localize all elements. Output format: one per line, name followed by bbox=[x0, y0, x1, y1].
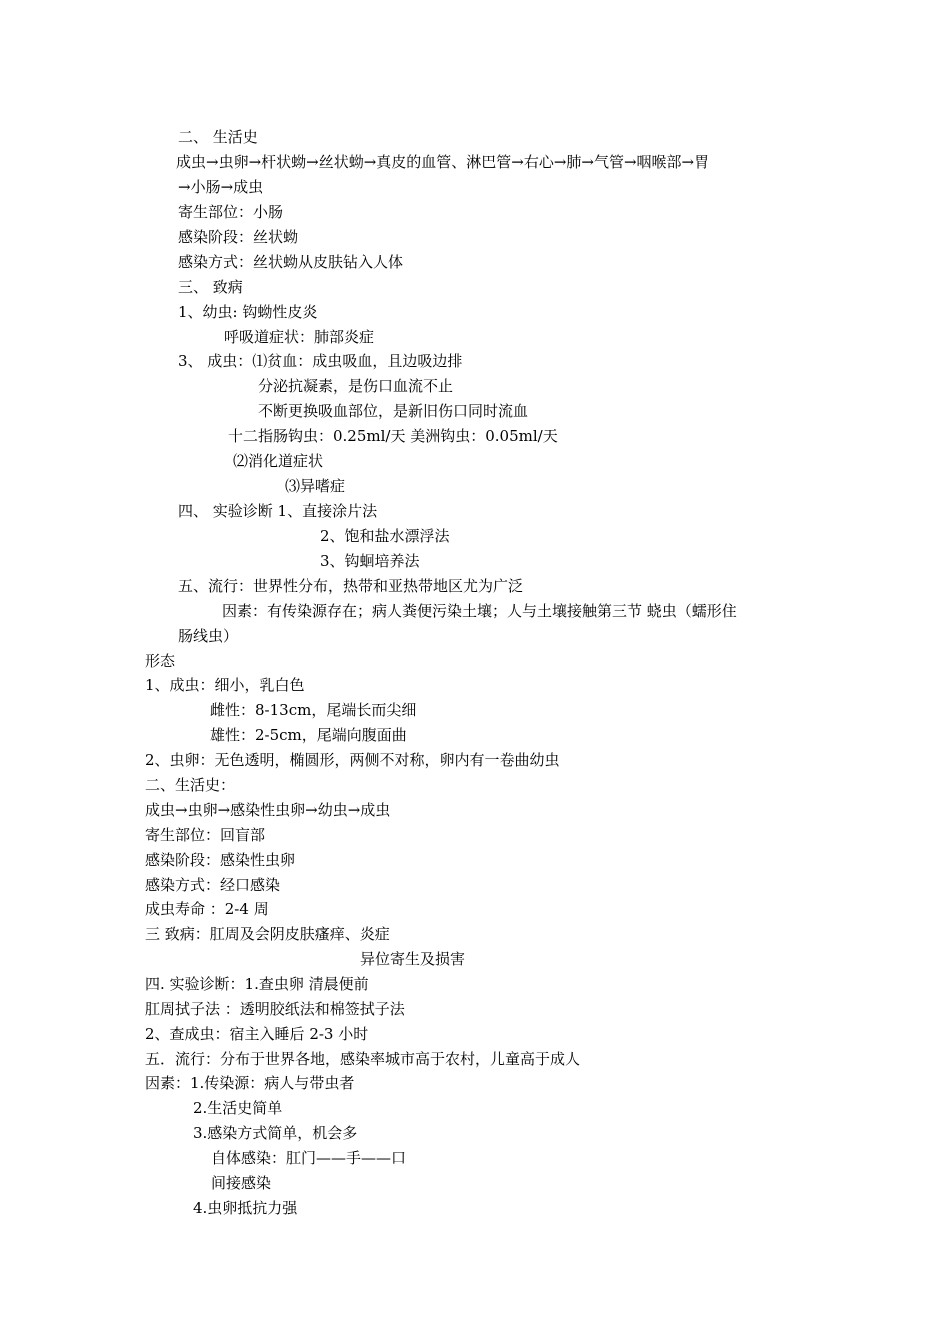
text-line: 感染阶段：丝状蚴 bbox=[178, 228, 299, 246]
text-line: 异位寄生及损害 bbox=[360, 950, 466, 968]
text-line: →小肠→成虫 bbox=[178, 178, 264, 196]
text-line: 呼吸道症状：肺部炎症 bbox=[224, 328, 375, 346]
text-line: 感染方式：经口感染 bbox=[145, 876, 281, 894]
text-line: 2、查成虫：宿主入睡后 2-3 小时 bbox=[145, 1025, 369, 1043]
text-line: 雄性：2-5cm，尾端向腹面曲 bbox=[210, 726, 407, 744]
text-line: 十二指肠钩虫：0.25ml/天 美洲钩虫：0.05ml/天 bbox=[228, 427, 558, 445]
text-line: 寄生部位：回盲部 bbox=[145, 826, 266, 844]
section-heading-diagnosis-2: 四. 实验诊断：1.查虫卵 清晨便前 bbox=[145, 975, 369, 993]
text-line: 2、饱和盐水漂浮法 bbox=[320, 527, 450, 545]
text-line: 成虫寿命 ：2-4 周 bbox=[145, 900, 269, 918]
text-line: 成虫→虫卵→杆状蚴→丝状蚴→真皮的血管、淋巴管→右心→肺→气管→咽喉部→胃 bbox=[176, 153, 710, 171]
section-heading-morphology: 形态 bbox=[145, 652, 176, 670]
text-line: 因素：1.传染源：病人与带虫者 bbox=[145, 1074, 355, 1092]
section-heading-pathogenesis: 三、 致病 bbox=[178, 278, 243, 296]
section-heading-epidemiology: 五、流行：世界性分布，热带和亚热带地区尤为广泛 bbox=[178, 577, 524, 595]
text-line: 肛周拭子法 ：透明胶纸法和棉签拭子法 bbox=[145, 1000, 405, 1018]
text-line: 寄生部位：小肠 bbox=[178, 203, 284, 221]
text-line: 1、成虫：细小，乳白色 bbox=[145, 676, 305, 694]
section-heading-diagnosis: 四、 实验诊断 1、直接涂片法 bbox=[178, 502, 378, 520]
text-line: 4.虫卵抵抗力强 bbox=[193, 1199, 298, 1217]
text-line: 成虫→虫卵→感染性虫卵→幼虫→成虫 bbox=[145, 801, 391, 819]
text-line: 肠线虫） bbox=[178, 627, 239, 645]
text-line: 感染方式：丝状蚴从皮肤钻入人体 bbox=[178, 253, 404, 271]
text-line: 3、 成虫：⑴贫血：成虫吸血，且边吸边排 bbox=[178, 352, 463, 370]
text-line: 自体感染：肛门——手——口 bbox=[211, 1149, 407, 1167]
text-line: 3、钩蛔培养法 bbox=[320, 552, 420, 570]
text-line: 不断更换吸血部位，是新旧伤口同时流血 bbox=[258, 402, 529, 420]
text-line: 雌性：8-13cm，尾端长而尖细 bbox=[210, 701, 417, 719]
text-line: 3.感染方式简单，机会多 bbox=[193, 1124, 358, 1142]
text-line: 分泌抗凝素，是伤口血流不止 bbox=[258, 377, 454, 395]
text-line: 间接感染 bbox=[211, 1174, 272, 1192]
section-heading-life-history: 二、 生活史 bbox=[178, 128, 258, 146]
text-line: 1、幼虫: 钩蚴性皮炎 bbox=[178, 303, 318, 321]
text-line: 2、虫卵：无色透明，椭圆形，两侧不对称，卵内有一卷曲幼虫 bbox=[145, 751, 560, 769]
section-heading-epidemiology-2: 五．流行：分布于世界各地，感染率城市高于农村，儿童高于成人 bbox=[145, 1050, 581, 1068]
text-line: 感染阶段：感染性虫卵 bbox=[145, 851, 296, 869]
section-heading-pathogenesis-2: 三 致病：肛周及会阴皮肤瘙痒、炎症 bbox=[145, 925, 390, 943]
text-line: 2.生活史简单 bbox=[193, 1099, 283, 1117]
section-heading-life-history-2: 二、生活史： bbox=[145, 776, 236, 794]
text-line: 因素：有传染源存在；病人粪便污染土壤；人与土壤接触第三节 蛲虫（蠕形住 bbox=[222, 602, 737, 620]
text-line: ⑶异嗜症 bbox=[285, 477, 346, 495]
text-line: ⑵消化道症状 bbox=[233, 452, 324, 470]
